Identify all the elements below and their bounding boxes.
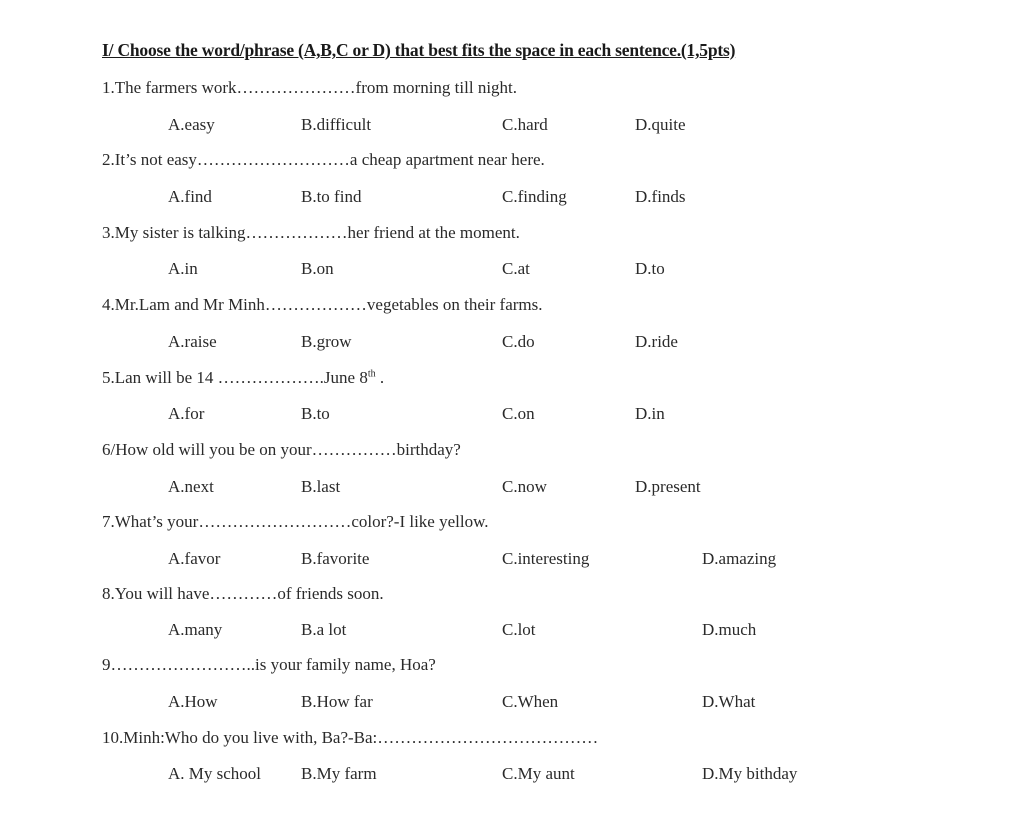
question-2: 2.It’s not easy………………………a cheap apartment near here. bbox=[102, 150, 545, 169]
q9-option-c: C.When bbox=[502, 692, 559, 711]
q9-option-d: D.What bbox=[702, 692, 756, 711]
q1-option-a: A.easy bbox=[168, 115, 215, 134]
q10-option-a: A. My school bbox=[168, 764, 262, 783]
q4-option-c: C.do bbox=[502, 332, 535, 351]
q3-option-d: D.to bbox=[635, 259, 665, 278]
q6-option-d: D.present bbox=[635, 477, 701, 496]
q4-option-a: A.raise bbox=[168, 332, 217, 351]
q10-option-b: B.My farm bbox=[301, 764, 377, 783]
q1-option-b: B.difficult bbox=[301, 115, 372, 134]
q10-option-d: D.My bithday bbox=[702, 764, 798, 783]
q8-option-a: A.many bbox=[168, 620, 223, 639]
q7-option-c: C.interesting bbox=[502, 549, 590, 568]
q10-option-c: C.My aunt bbox=[502, 764, 575, 783]
q5-ordinal-suffix: th bbox=[367, 368, 376, 380]
q1-option-d: D.quite bbox=[635, 115, 686, 134]
q5-option-b: B.to bbox=[301, 404, 330, 423]
q5-option-d: D.in bbox=[635, 404, 665, 423]
question-7: 7.What’s your………………………color?-I like yellow. bbox=[102, 512, 489, 531]
q5-text-after: . bbox=[375, 368, 385, 387]
q3-option-c: C.at bbox=[502, 259, 530, 278]
q6-option-b: B.last bbox=[301, 477, 341, 496]
q7-option-a: A.favor bbox=[168, 549, 221, 568]
q6-option-c: C.now bbox=[502, 477, 547, 496]
q6-option-a: A.next bbox=[168, 477, 214, 496]
q9-option-a: A.How bbox=[168, 692, 218, 711]
q8-option-c: C.lot bbox=[502, 620, 536, 639]
question-1: 1.The farmers work…………………from morning till night. bbox=[102, 78, 518, 97]
q7-option-d: D.amazing bbox=[702, 549, 777, 568]
q3-option-b: B.on bbox=[301, 259, 334, 278]
q1-option-c: C.hard bbox=[502, 115, 548, 134]
q4-option-d: D.ride bbox=[635, 332, 678, 351]
q9-option-b: B.How far bbox=[301, 692, 373, 711]
q2-option-d: D.finds bbox=[635, 187, 686, 206]
q5-option-c: C.on bbox=[502, 404, 535, 423]
q5-text-before: 5.Lan will be 14 ……………….June 8 bbox=[102, 368, 368, 387]
q2-option-c: C.finding bbox=[502, 187, 567, 206]
question-4: 4.Mr.Lam and Mr Minh………………vegetables on their farms. bbox=[102, 295, 543, 314]
q4-option-b: B.grow bbox=[301, 332, 352, 351]
q3-option-a: A.in bbox=[168, 259, 198, 278]
question-10: 10.Minh:Who do you live with, Ba?-Ba:………………………………… bbox=[102, 728, 599, 747]
question-8: 8.You will have…………of friends soon. bbox=[102, 584, 384, 603]
question-6: 6/How old will you be on your……………birthday? bbox=[102, 440, 461, 459]
q5-option-a: A.for bbox=[168, 404, 205, 423]
q2-option-a: A.find bbox=[168, 187, 212, 206]
q8-option-b: B.a lot bbox=[301, 620, 347, 639]
question-3: 3.My sister is talking………………her friend at the moment. bbox=[102, 223, 520, 242]
question-9: 9……………………..is your family name, Hoa? bbox=[102, 655, 436, 674]
question-5 bbox=[102, 368, 384, 388]
section-heading: I/ Choose the word/phrase (A,B,C or D) that best fits the space in each sentence.(1,5pts) bbox=[102, 40, 736, 60]
q7-option-b: B.favorite bbox=[301, 549, 370, 568]
q8-option-d: D.much bbox=[702, 620, 757, 639]
q2-option-b: B.to find bbox=[301, 187, 362, 206]
